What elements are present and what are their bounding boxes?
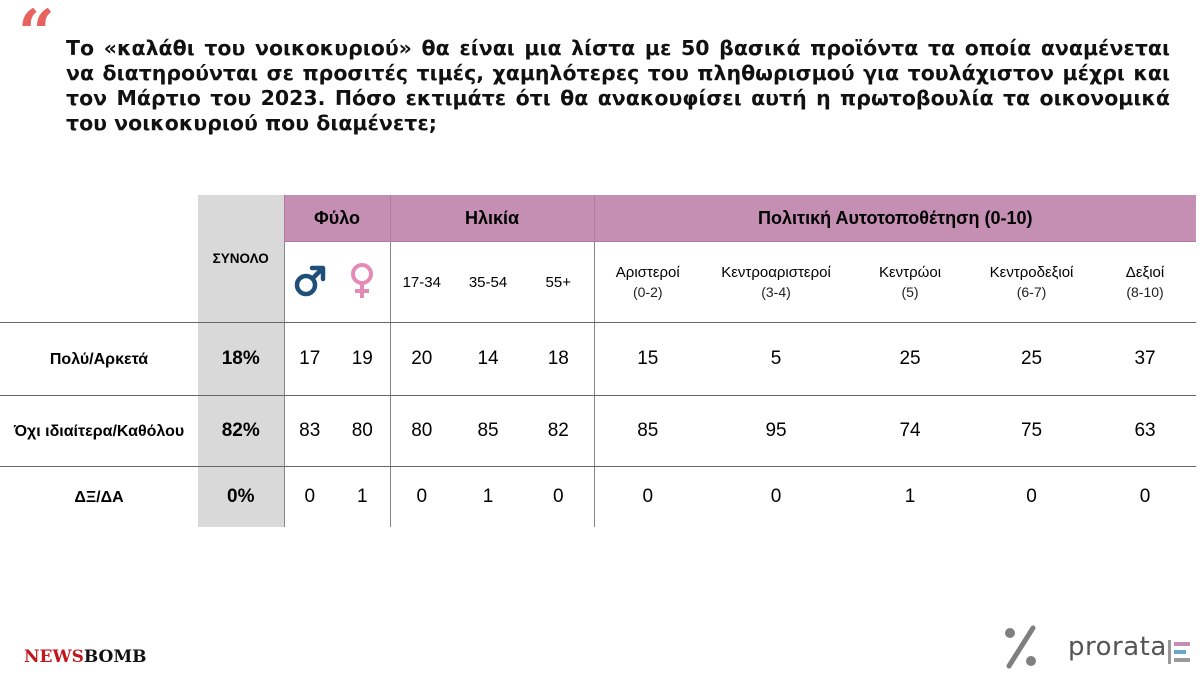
- cell-value: 0: [770, 486, 782, 507]
- cell-value: 82: [523, 396, 594, 467]
- row-label: ΔΞ/ΔΑ: [74, 488, 124, 506]
- cell-value: 37: [1094, 323, 1196, 396]
- cell-value: 25: [851, 323, 969, 396]
- table-body: [0, 323, 1196, 528]
- cell-value: 1: [904, 486, 916, 507]
- cell-value: 5: [701, 323, 851, 396]
- group-header-political: Πολιτική Αυτοτοποθέτηση (0-10): [594, 195, 1196, 242]
- cell-value: 25: [969, 323, 1094, 396]
- cell-value: 20: [390, 323, 453, 396]
- cell-value: 95: [701, 396, 851, 467]
- cell-value: 0: [1026, 486, 1037, 507]
- cell-value: 0: [552, 486, 564, 507]
- group-header-age: Ηλικία: [390, 195, 594, 242]
- cell-value: 18: [523, 323, 594, 396]
- col-age-17-34: 17-34: [390, 242, 453, 323]
- col-age-35-54: 35-54: [453, 242, 523, 323]
- quote-mark-icon: “: [18, 0, 55, 71]
- cell-value: 0: [594, 467, 701, 528]
- cell-value: 80: [335, 396, 390, 467]
- cell-value: 17: [284, 323, 335, 396]
- prorata-logo-text: prorata: [1068, 632, 1167, 662]
- cell-value: 74: [851, 396, 969, 467]
- col-age-55-plus: 55+: [523, 242, 594, 323]
- male-icon: [293, 264, 327, 298]
- col-female: [335, 242, 390, 323]
- cell-value: 19: [335, 323, 390, 396]
- group-header-gender: Φύλο: [284, 195, 390, 242]
- cell-value: 15: [594, 323, 701, 396]
- col-male: [284, 242, 335, 323]
- cell-value: 80: [390, 396, 453, 467]
- cell-value: 0: [390, 467, 453, 528]
- cell-value: 75: [969, 396, 1094, 467]
- col-center: Κεντρώοι (5): [851, 242, 969, 323]
- cell-value: 1: [482, 486, 494, 507]
- col-left: Αριστεροί (0-2): [594, 242, 701, 323]
- total-value: 18%: [198, 323, 284, 396]
- table-row: [0, 396, 1196, 467]
- cell-value: 1: [356, 486, 368, 507]
- prorata-bars-icon: [1168, 640, 1192, 664]
- cell-value: 85: [453, 396, 523, 467]
- survey-question: Το «καλάθι του νοικοκυριού» θα είναι μια λίστα με 50 βασικά προϊόντα τα οποία αναμένεται να διατηρούνται σε προσιτές τιμές, χαμηλότερες του πληθωρισμού για τουλάχιστον μέχρι και τον Μάρτιο του 2023. Πόσο εκτιμάτε ότι θα ανακουφίσει αυτή η πρωτοβουλία τα οικονομικά του νοικοκυριού που διαμένετε;: [66, 36, 1170, 135]
- row-label: Πολύ/Αρκετά: [0, 323, 198, 396]
- total-value: 82%: [198, 396, 284, 467]
- cell-value: 83: [284, 396, 335, 467]
- total-value: 0%: [198, 467, 284, 528]
- col-center-left: Κεντροαριστεροί (3-4): [701, 242, 851, 323]
- table-row: [0, 467, 1196, 528]
- col-right: Δεξιοί (8-10): [1094, 242, 1196, 323]
- cell-value: 0: [284, 467, 335, 528]
- survey-table: [0, 195, 1196, 527]
- col-center-right: Κεντροδεξιοί (6-7): [969, 242, 1094, 323]
- female-icon: [347, 262, 377, 300]
- cell-value: 14: [453, 323, 523, 396]
- total-header: ΣΥΝΟΛΟ: [198, 195, 284, 323]
- cell-value: 0: [1139, 486, 1151, 507]
- row-label: Όχι ιδιαίτερα/Καθόλου: [0, 396, 198, 467]
- percent-logo-icon: [1003, 625, 1039, 669]
- newsbomb-logo: NEWSBOMB: [24, 647, 147, 667]
- table-row: [0, 323, 1196, 396]
- cell-value: 63: [1094, 396, 1196, 467]
- empty-corner: [0, 195, 198, 323]
- cell-value: 85: [594, 396, 701, 467]
